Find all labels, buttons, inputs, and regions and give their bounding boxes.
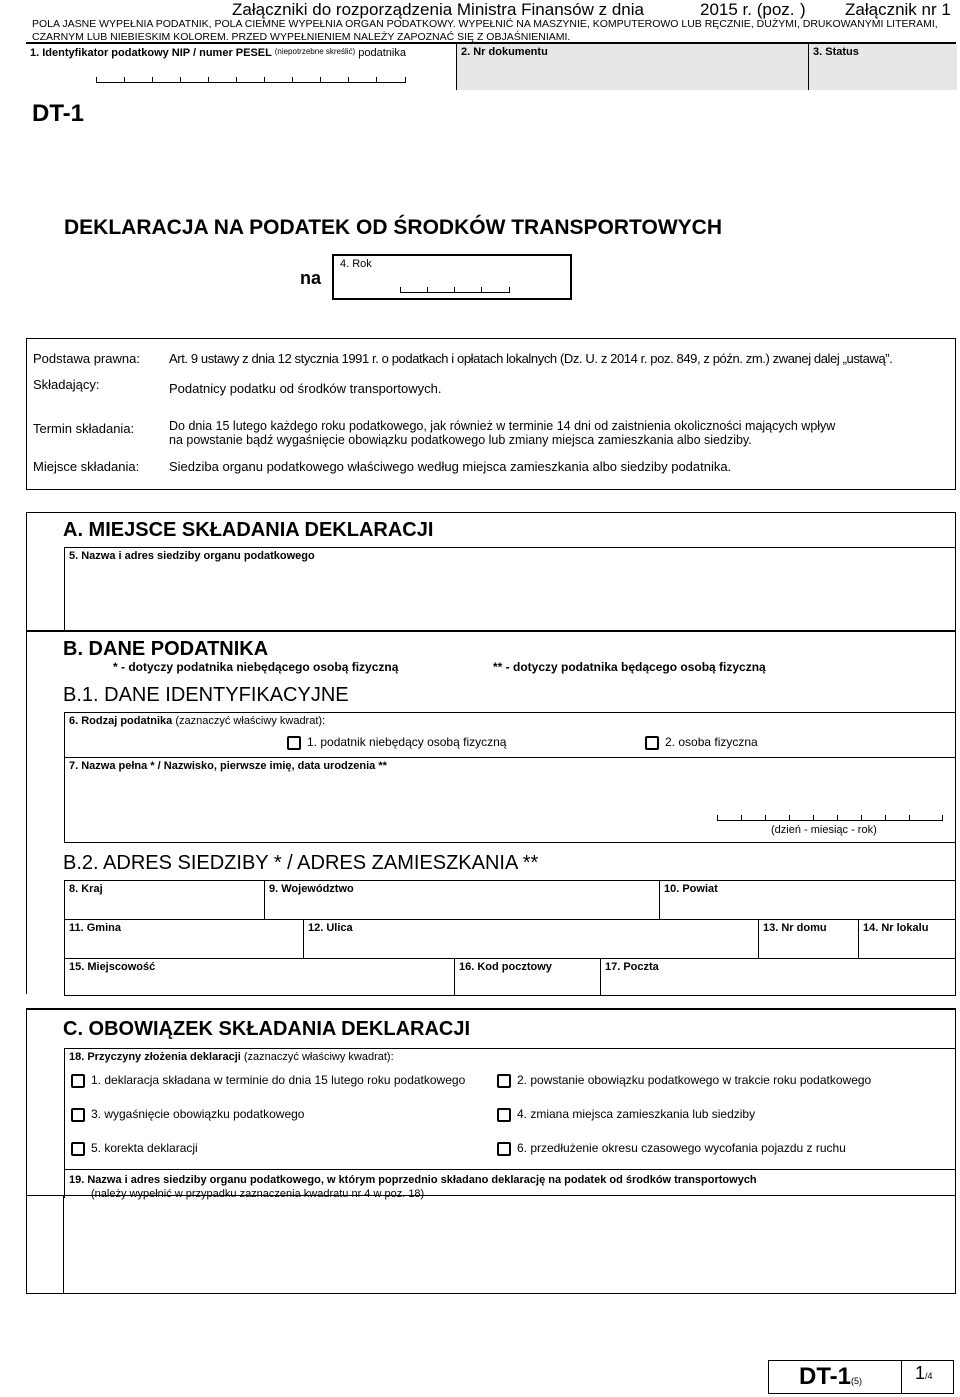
field-15-label: 15. Miejscowość xyxy=(69,961,156,973)
info-key-place: Miejsce składania: xyxy=(33,459,140,474)
note-legal-person: * - dotyczy podatnika niebędącego osobą fizyczną xyxy=(113,660,399,674)
field-19-note: (należy wypełnić w przypadku zaznaczenia kwadratu nr 4 w poz. 18) xyxy=(91,1188,425,1200)
field-14-label: 14. Nr lokalu xyxy=(863,922,929,934)
info-key-filer: Składający: xyxy=(33,377,100,392)
info-value-place: Siedziba organu podatkowego właściwego według miejsca zamieszkania albo siedziby podatnika. xyxy=(169,459,732,474)
field-10[interactable] xyxy=(659,880,956,920)
info-value-filer: Podatnicy podatku od środków transportowych. xyxy=(169,381,442,396)
section-c-title: C. OBOWIĄZEK SKŁADANIA DEKLARACJI xyxy=(63,1018,471,1040)
field-11[interactable] xyxy=(64,919,304,959)
field-2 xyxy=(456,44,809,90)
f18-option-5-label: 5. korekta deklaracji xyxy=(91,1141,198,1155)
field-3 xyxy=(808,44,957,90)
nip-digit-ticks xyxy=(96,76,406,83)
field-6 xyxy=(64,712,956,758)
section-c-margin xyxy=(26,1196,64,1294)
footer-version: (5) xyxy=(851,1376,863,1386)
date-hint: (dzień - miesiąc - rok) xyxy=(771,824,877,836)
field-5[interactable] xyxy=(64,547,956,631)
field-17-label: 17. Poczta xyxy=(605,961,659,973)
checkbox-icon[interactable] xyxy=(645,736,659,750)
info-value-deadline-2: na powstanie bądź wygaśnięcie obowiązku podatkowego lub zmiany miejsca zamieszkania albo siedziby. xyxy=(169,433,752,447)
f18-option-1-label: 1. deklaracja składana w terminie do dnia 15 lutego roku podatkowego xyxy=(91,1073,466,1087)
info-key-deadline: Termin składania: xyxy=(33,421,135,436)
f18-option-3[interactable] xyxy=(71,1107,304,1122)
footer-box xyxy=(768,1360,954,1394)
section-b1-title: B.1. DANE IDENTYFIKACYJNE xyxy=(63,684,349,706)
footer-form-code: DT-1(5) xyxy=(799,1363,863,1390)
field-15[interactable] xyxy=(64,958,455,996)
checkbox-icon[interactable] xyxy=(497,1108,511,1122)
f18-option-2-label: 2. powstanie obowiązku podatkowego w trakcie roku podatkowego xyxy=(517,1073,872,1087)
field-18 xyxy=(64,1048,956,1170)
birth-date-ticks xyxy=(717,814,943,821)
checkbox-icon[interactable] xyxy=(497,1142,511,1156)
field-17[interactable] xyxy=(600,958,956,996)
field-19-area[interactable] xyxy=(63,1196,956,1294)
note-natural-person: ** - dotyczy podatnika będącego osobą fizyczną xyxy=(493,660,766,674)
field-12-label: 12. Ulica xyxy=(308,922,353,934)
year-label: 4. Rok xyxy=(340,258,372,270)
field-14[interactable] xyxy=(858,919,956,959)
field-10-label: 10. Powiat xyxy=(664,883,718,895)
f18-option-1[interactable] xyxy=(71,1073,465,1088)
header-year: 2015 r. (poz. xyxy=(700,0,795,19)
field-2-label: 2. Nr dokumentu xyxy=(461,46,548,58)
page-total: /4 xyxy=(925,1371,933,1381)
f18-option-6-label: 6. przedłużenie okresu czasowego wycofania pojazdu z ruchu xyxy=(517,1141,846,1155)
field-19[interactable] xyxy=(64,1169,956,1198)
field-13[interactable] xyxy=(758,919,859,959)
field-1-suffix: podatnika xyxy=(358,47,406,59)
field-13-label: 13. Nr domu xyxy=(763,922,827,934)
section-a xyxy=(26,512,956,630)
section-b xyxy=(26,630,956,994)
instruction-line-2: CZARNYM LUB NIEBIESKIM KOLOREM. PRZED WYPEŁNIENIEM NALEŻY ZAPOZNAĆ SIĘ Z OBJAŚNIENIAMI. xyxy=(32,31,571,43)
field-9-label: 9. Województwo xyxy=(269,883,354,895)
field-3-label: 3. Status xyxy=(813,46,859,58)
checkbox-icon[interactable] xyxy=(497,1074,511,1088)
checkbox-icon[interactable] xyxy=(287,736,301,750)
f18-option-4-label: 4. zmiana miejsca zamieszkania lub siedziby xyxy=(517,1107,756,1121)
footer-divider xyxy=(901,1361,902,1393)
field-1-label: 1. Identyfikator podatkowy NIP / numer PESEL xyxy=(30,47,272,59)
f18-option-4[interactable] xyxy=(497,1107,755,1122)
field-6-label: 6. Rodzaj podatnika (zaznaczyć właściwy kwadrat): xyxy=(69,715,326,727)
f6-option-2-label: 2. osoba fizyczna xyxy=(665,735,758,749)
field-18-label: 18. Przyczyny złożenia deklaracji (zaznaczyć właściwy kwadrat): xyxy=(69,1051,394,1063)
year-digit-ticks xyxy=(400,286,510,293)
field-8-label: 8. Kraj xyxy=(69,883,103,895)
section-a-title: A. MIEJSCE SKŁADANIA DEKLARACJI xyxy=(63,519,434,541)
page-number: 1/4 xyxy=(915,1363,933,1383)
f6-option-1[interactable] xyxy=(287,735,506,750)
f18-option-5[interactable] xyxy=(71,1141,198,1156)
info-value-deadline: Do dnia 15 lutego każdego roku podatkowego, jak również w terminie 14 dni od zaistnienia okoliczności mających wpływ xyxy=(169,419,836,433)
section-c xyxy=(26,1008,956,1200)
top-fields-row xyxy=(26,42,956,90)
field-5-label: 5. Nazwa i adres siedziby organu podatkowego xyxy=(69,550,315,562)
info-key-basis: Podstawa prawna: xyxy=(33,351,140,366)
f18-option-3-label: 3. wygaśnięcie obowiązku podatkowego xyxy=(91,1107,305,1121)
field-12[interactable] xyxy=(303,919,759,959)
field-8[interactable] xyxy=(64,880,265,920)
field-9[interactable] xyxy=(264,880,660,920)
field-11-label: 11. Gmina xyxy=(69,922,121,934)
year-field[interactable] xyxy=(332,254,572,300)
field-7[interactable] xyxy=(64,757,956,843)
field-16[interactable] xyxy=(454,958,601,996)
field-1-note: (niepotrzebne skreślić) xyxy=(274,47,356,56)
f18-option-6[interactable] xyxy=(497,1141,846,1156)
field-7-label: 7. Nazwa pełna * / Nazwisko, pierwsze imię, data urodzenia ** xyxy=(69,760,387,772)
field-19-label: 19. Nazwa i adres siedziby organu podatkowego, w którym poprzednio składano deklarację na podatek od środków transportowych xyxy=(69,1174,757,1186)
section-b-title: B. DANE PODATNIKA xyxy=(63,638,269,660)
attachment-label: Załącznik nr 1 xyxy=(845,0,951,19)
info-block xyxy=(26,338,956,490)
field-6-note: (zaznaczyć właściwy kwadrat): xyxy=(175,715,326,727)
form-code: DT-1 xyxy=(32,100,85,127)
header-close: ) xyxy=(800,0,806,19)
field-16-label: 16. Kod pocztowy xyxy=(459,961,552,973)
f6-option-2[interactable] xyxy=(645,735,758,750)
checkbox-icon[interactable] xyxy=(71,1142,85,1156)
info-value-basis: Art. 9 ustawy z dnia 12 stycznia 1991 r. o podatkach i opłatach lokalnych (Dz. U. z 2014 r. poz. 849, z późn. zm.) zwanej dalej „ustawą”. xyxy=(169,351,893,366)
field-1[interactable] xyxy=(26,44,456,90)
f6-option-1-label: 1. podatnik niebędący osobą fizyczną xyxy=(307,735,507,749)
section-b2-title: B.2. ADRES SIEDZIBY * / ADRES ZAMIESZKANIA ** xyxy=(63,852,539,874)
header-title: Załączniki do rozporządzenia Ministra Finansów z dnia xyxy=(232,0,644,19)
checkbox-icon[interactable] xyxy=(71,1108,85,1122)
field-18-note: (zaznaczyć właściwy kwadrat): xyxy=(243,1051,394,1063)
checkbox-icon[interactable] xyxy=(71,1074,85,1088)
form-title: DEKLARACJA NA PODATEK OD ŚRODKÓW TRANSPORTOWYCH xyxy=(64,216,723,239)
year-prefix: na xyxy=(300,268,322,288)
f18-option-2[interactable] xyxy=(497,1073,871,1088)
instruction-line-1: POLA JASNE WYPEŁNIA PODATNIK, POLA CIEMNE WYPEŁNIA ORGAN PODATKOWY. WYPEŁNIĆ NA MASZYNIE, KOMPUTEROWO LUB RĘCZNIE, DUŻYMI, DRUKOWANYMI LITERAMI, xyxy=(32,18,938,30)
